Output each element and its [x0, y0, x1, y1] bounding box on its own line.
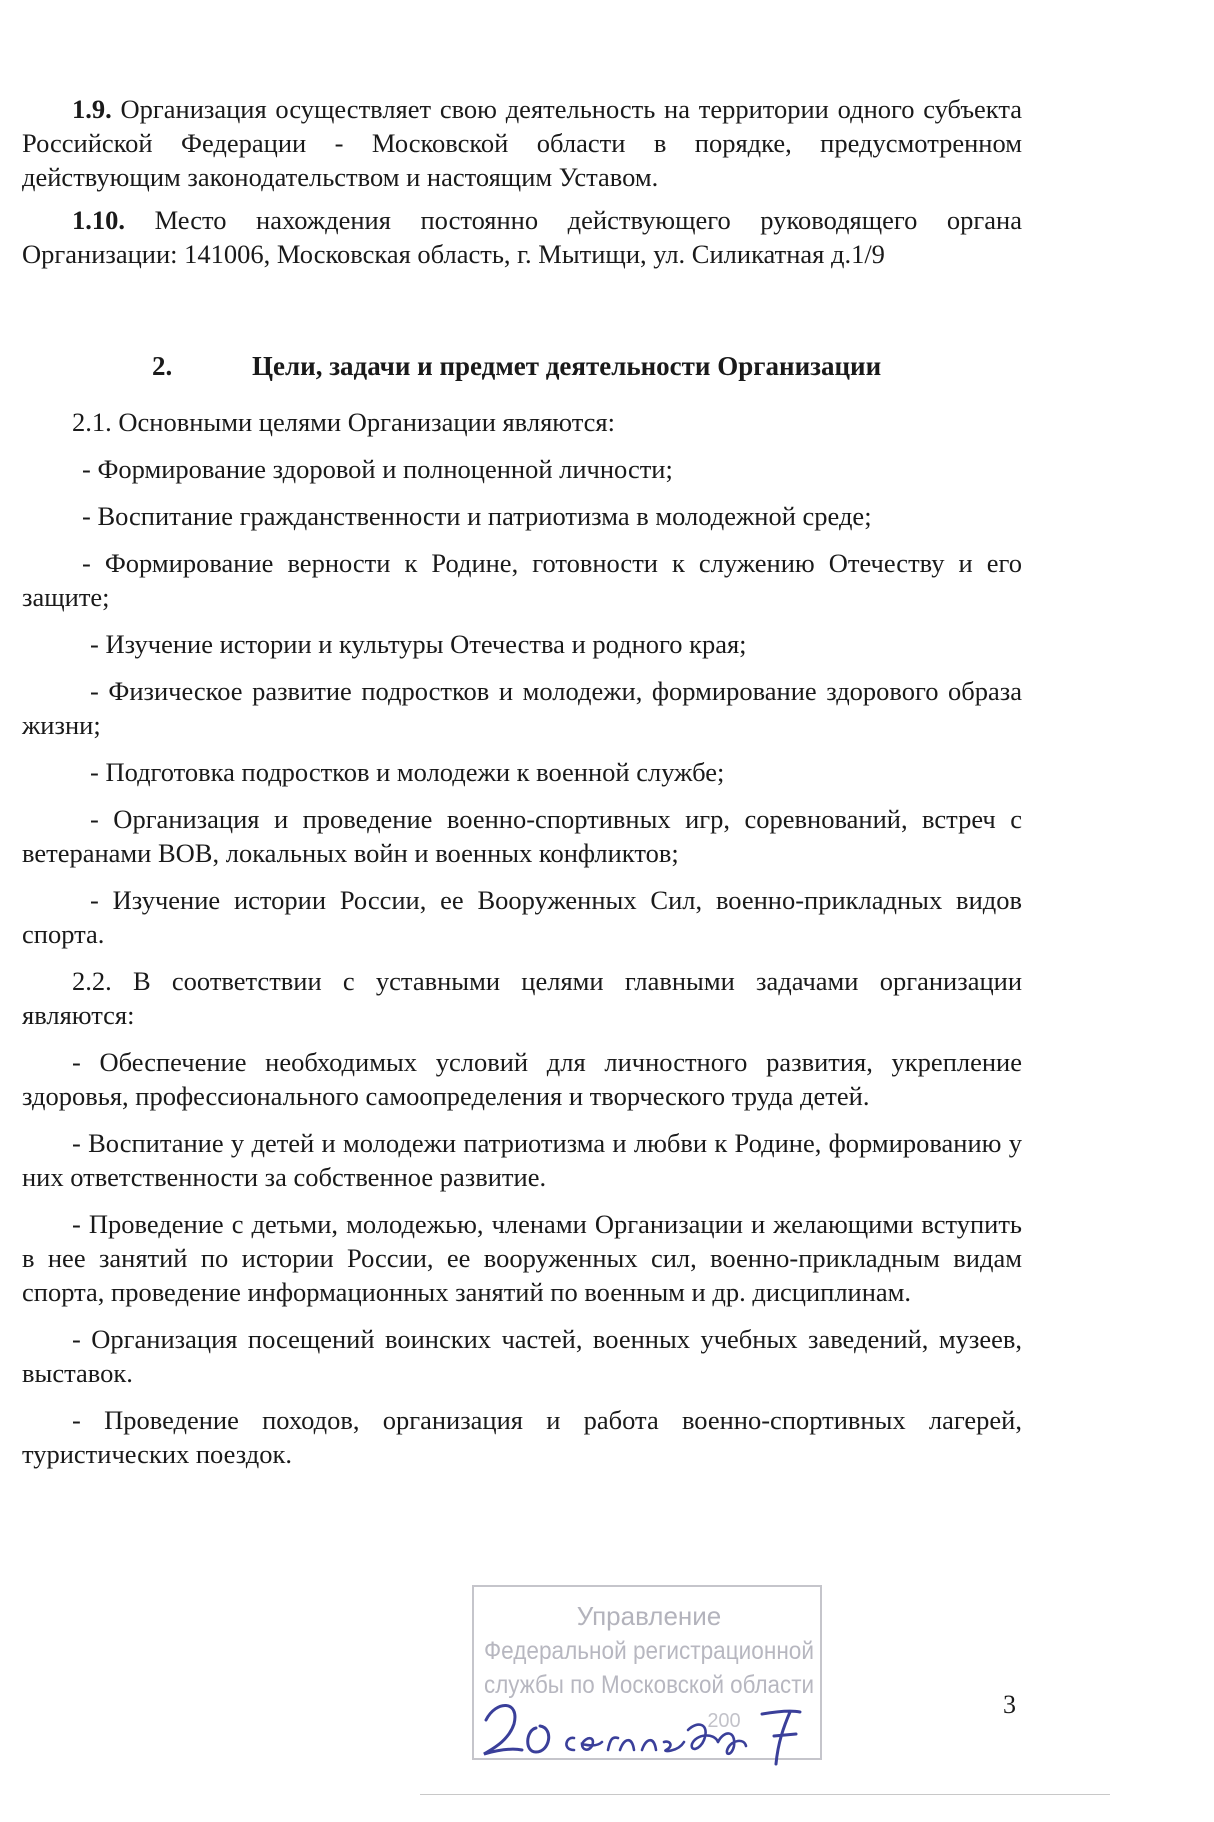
page-number: 3 [1003, 1690, 1016, 1719]
task-item: - Обеспечение необходимых условий для личностного развития, укрепление здоровья, профессионального самоопределения и творческого труда детей. [22, 1047, 1022, 1111]
section-2-title: Цели, задачи и предмет деятельности Организации [252, 351, 882, 381]
paragraph-1-10 [22, 203, 1022, 271]
paragraph-1-9-number: 1.9. [72, 94, 112, 124]
paragraph-2-1: 2.1. Основными целями Организации являются: [72, 407, 615, 437]
task-item: - Организация посещений воинских частей, военных учебных заведений, музеев, выставок. [22, 1324, 1022, 1388]
goal-item: - Организация и проведение военно-спортивных игр, соревнований, встреч с ветеранами ВОВ, локальных войн и военных конфликтов; [22, 804, 1022, 868]
handwritten-date-signature [478, 1690, 818, 1780]
task-item: - Воспитание у детей и молодежи патриотизма и любви к Родине, формированию у них ответственности за собственное развитие. [22, 1128, 1022, 1192]
task-item: - Проведение с детьми, молодежью, членами Организации и желающими вступить в нее занятий по истории России, ее вооруженных сил, военно-прикладным видам спорта, проведение информационных занятий по военным и др. дисциплинам. [22, 1209, 1022, 1307]
goal-item: - Подготовка подростков и молодежи к военной службе; [90, 757, 725, 787]
goal-item: - Формирование здоровой и полноценной личности; [82, 454, 673, 484]
paragraph-2-2: 2.2. В соответствии с уставными целями главными задачами организации являются: [22, 966, 1022, 1030]
stamp-line-1: Управление [576, 1601, 722, 1631]
stamp-line-3: службы по Московской области [484, 1671, 814, 1699]
goal-item: - Физическое развитие подростков и молодежи, формирование здорового образа жизни; [22, 676, 1022, 740]
goal-item: - Изучение истории и культуры Отечества и родного края; [90, 629, 747, 659]
paragraph-1-9-text: Организация осуществляет свою деятельность на территории одного субъекта Российской Федерации - Московской области в порядке, предусмотренном действующим законодательством и настоящим Уставом. [22, 94, 1022, 192]
goal-item: - Изучение истории России, ее Вооруженных Сил, военно-прикладных видов спорта. [22, 885, 1022, 949]
paragraph-1-10-number: 1.10. [72, 205, 125, 235]
stamp-line-2: Федеральной регистрационной [484, 1637, 814, 1665]
section-2-heading [22, 349, 1022, 385]
paragraph-1-10-text: Место нахождения постоянно действующего руководящего органа Организации: 141006, Московская область, г. Мытищи, ул. Силикатная д.1/9 [22, 205, 1022, 269]
goal-item: - Формирование верности к Родине, готовности к служению Отечеству и его защите; [22, 548, 1022, 612]
document-body [22, 92, 1022, 1471]
stamp-date-fragment: 200 [707, 1710, 741, 1732]
paragraph-1-9 [22, 92, 1022, 194]
goal-item: - Воспитание гражданственности и патриотизма в молодежной среде; [82, 501, 872, 531]
task-item: - Проведение походов, организация и работа военно-спортивных лагерей, туристических поездок. [22, 1405, 1022, 1469]
section-2-number: 2. [152, 351, 173, 381]
bottom-divider [420, 1794, 1110, 1795]
